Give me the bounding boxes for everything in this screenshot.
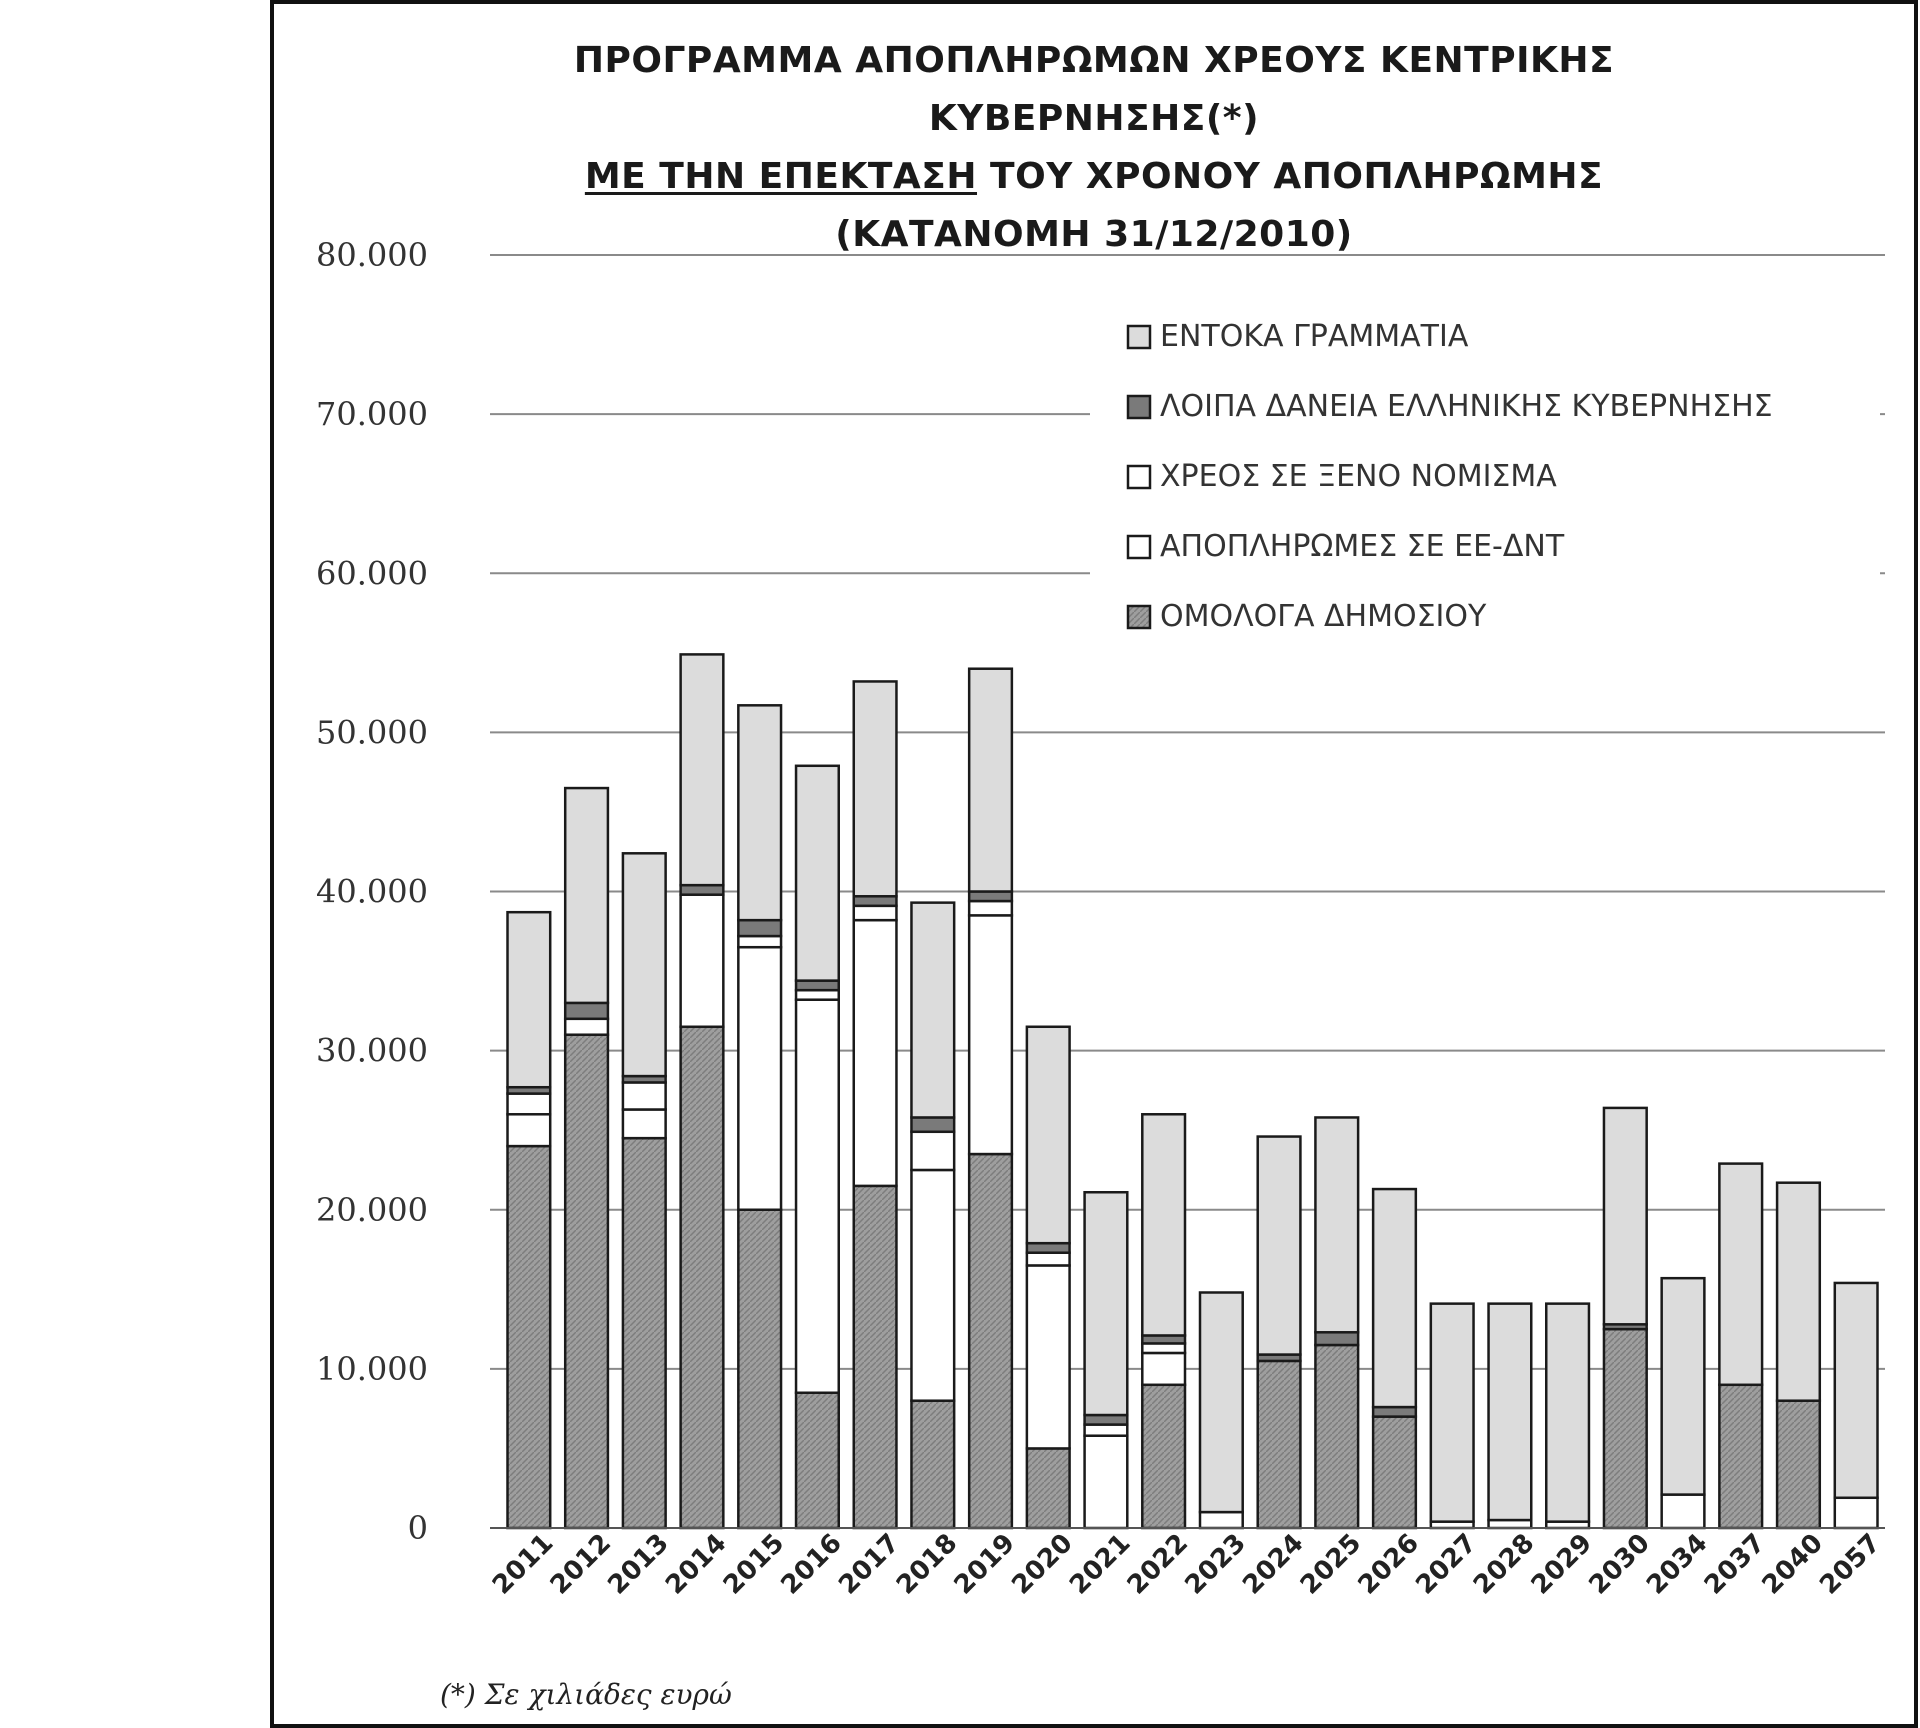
x-tick-label: 2019 xyxy=(948,1528,1022,1601)
bar-segment-xreos_xeno xyxy=(911,1132,954,1170)
legend-label: ΑΠΟΠΛΗΡΩΜΕΣ ΣΕ ΕΕ-ΔΝΤ xyxy=(1160,529,1565,564)
legend-label: ΛΟΙΠΑ ΔΑΝΕΙΑ ΕΛΛΗΝΙΚΗΣ ΚΥΒΕΡΝΗΣΗΣ xyxy=(1160,389,1773,424)
bar-segment-omologa xyxy=(1604,1329,1647,1528)
legend-swatch xyxy=(1128,466,1150,488)
legend-label: ΟΜΟΛΟΓΑ ΔΗΜΟΣΙΟΥ xyxy=(1160,599,1487,634)
bar-segment-entoka xyxy=(969,669,1012,892)
legend-swatch xyxy=(1128,326,1150,348)
bar-segment-omologa xyxy=(854,1186,897,1528)
legend-swatch xyxy=(1128,396,1150,418)
x-tick-label: 2057 xyxy=(1814,1528,1887,1601)
bar-segment-entoka xyxy=(1835,1283,1878,1498)
bar-segment-xreos_xeno xyxy=(1027,1253,1070,1266)
bar-segment-apopliromes xyxy=(623,1110,666,1139)
x-tick-label: 2034 xyxy=(1641,1528,1714,1601)
y-tick-label: 60.000 xyxy=(316,554,428,593)
bar-segment-entoka xyxy=(796,766,839,981)
bar-segment-loipa_daneia xyxy=(911,1117,954,1131)
x-tick-label: 2026 xyxy=(1352,1528,1426,1601)
legend-swatch xyxy=(1128,606,1150,628)
bar-segment-entoka xyxy=(1373,1189,1416,1407)
bar-segment-loipa_daneia xyxy=(1027,1243,1070,1253)
bar-segment-omologa xyxy=(1719,1385,1762,1528)
x-tick-label: 2021 xyxy=(1064,1528,1137,1601)
x-tick-label: 2017 xyxy=(833,1528,906,1601)
bar-segment-entoka xyxy=(623,853,666,1076)
bar-segment-xreos_xeno xyxy=(1085,1425,1128,1436)
bar-segment-apopliromes xyxy=(1662,1495,1705,1528)
bar-segment-omologa xyxy=(1373,1417,1416,1528)
bar-segment-loipa_daneia xyxy=(738,920,781,936)
bar-segment-apopliromes xyxy=(854,920,897,1186)
bar-segment-omologa xyxy=(911,1401,954,1528)
legend-label: ΧΡΕΟΣ ΣΕ ΞΕΝΟ ΝΟΜΙΣΜΑ xyxy=(1160,459,1557,494)
bar-segment-loipa_daneia xyxy=(969,892,1012,902)
chart-title-line-1: ΠΡΟΓΡΑΜΜΑ ΑΠΟΠΛΗΡΩΜΩΝ ΧΡΕΟΥΣ ΚΕΝΤΡΙΚΗΣ xyxy=(573,40,1615,81)
y-tick-label: 70.000 xyxy=(316,395,428,434)
bar-segment-apopliromes xyxy=(738,947,781,1210)
x-tick-label: 2040 xyxy=(1756,1528,1829,1601)
bar-segment-entoka xyxy=(1489,1304,1532,1520)
x-tick-label: 2011 xyxy=(487,1528,560,1601)
bar-segment-xreos_xeno xyxy=(623,1082,666,1109)
bar-segment-entoka xyxy=(738,705,781,920)
bar-segment-xreos_xeno xyxy=(969,901,1012,915)
x-tick-label: 2015 xyxy=(717,1528,791,1601)
bar-segment-entoka xyxy=(1546,1304,1589,1522)
bar-segment-entoka xyxy=(1200,1292,1243,1512)
bar-segment-entoka xyxy=(565,788,608,1003)
bar-segment-entoka xyxy=(1777,1183,1820,1401)
bar-segment-omologa xyxy=(1142,1385,1185,1528)
bar-segment-apopliromes xyxy=(1085,1436,1128,1528)
chart-title-rest: ΤΟΥ ΧΡΟΝΟΥ ΑΠΟΠΛΗΡΩΜΗΣ xyxy=(977,156,1604,197)
bar-segment-entoka xyxy=(854,681,897,896)
y-tick-label: 50.000 xyxy=(316,713,428,752)
bar-segment-xreos_xeno xyxy=(565,1019,608,1035)
legend-label: ΕΝΤΟΚΑ ΓΡΑΜΜΑΤΙΑ xyxy=(1160,319,1469,354)
y-tick-label: 80.000 xyxy=(316,236,428,274)
y-tick-label: 30.000 xyxy=(316,1031,428,1070)
bar-segment-loipa_daneia xyxy=(565,1003,608,1019)
bar-segment-apopliromes xyxy=(969,915,1012,1154)
bar-segment-loipa_daneia xyxy=(681,885,724,895)
bar-segment-entoka xyxy=(1662,1278,1705,1494)
bars-layer xyxy=(508,654,1878,1528)
bar-segment-entoka xyxy=(1604,1108,1647,1324)
chart-title-line-4: (ΚΑΤΑΝΟΜΗ 31/12/2010) xyxy=(835,214,1353,255)
bar-segment-apopliromes xyxy=(796,1000,839,1393)
x-tick-label: 2025 xyxy=(1294,1528,1368,1601)
y-tick-label: 0 xyxy=(407,1509,428,1547)
bar-segment-apopliromes xyxy=(911,1170,954,1401)
x-tick-label: 2013 xyxy=(602,1528,675,1601)
x-tick-label: 2018 xyxy=(890,1528,964,1601)
bar-segment-xreos_xeno xyxy=(854,906,897,920)
bar-segment-omologa xyxy=(508,1146,551,1528)
bar-segment-entoka xyxy=(508,912,551,1087)
bar-segment-omologa xyxy=(738,1210,781,1528)
chart-title-underlined: ΜΕ ΤΗΝ ΕΠΕΚΤΑΣΗ xyxy=(584,156,978,197)
bar-segment-omologa xyxy=(969,1154,1012,1528)
bar-segment-entoka xyxy=(1719,1164,1762,1385)
bar-segment-xreos_xeno xyxy=(1142,1343,1185,1353)
bar-segment-loipa_daneia xyxy=(854,896,897,906)
bar-segment-omologa xyxy=(565,1035,608,1528)
bar-segment-apopliromes xyxy=(1142,1353,1185,1385)
bar-segment-omologa xyxy=(623,1138,666,1528)
bar-segment-entoka xyxy=(911,903,954,1118)
bar-segment-entoka xyxy=(1085,1192,1128,1415)
bar-segment-entoka xyxy=(1431,1304,1474,1522)
footnote: (*) Σε χιλιάδες ευρώ xyxy=(440,1678,732,1711)
x-tick-label: 2022 xyxy=(1121,1528,1195,1601)
x-tick-label: 2029 xyxy=(1525,1528,1599,1601)
bar-segment-loipa_daneia xyxy=(796,981,839,991)
bar-segment-apopliromes xyxy=(1835,1498,1878,1528)
bar-segment-apopliromes xyxy=(1200,1512,1243,1528)
x-tick-label: 2016 xyxy=(775,1528,848,1601)
bar-segment-entoka xyxy=(1258,1137,1301,1355)
x-tick-label: 2027 xyxy=(1410,1528,1483,1601)
bar-segment-xreos_xeno xyxy=(738,936,781,947)
bar-segment-apopliromes xyxy=(1027,1265,1070,1448)
bar-segment-loipa_daneia xyxy=(1315,1332,1358,1345)
bar-segment-omologa xyxy=(681,1027,724,1528)
bar-segment-entoka xyxy=(681,654,724,885)
x-tick-label: 2037 xyxy=(1698,1528,1772,1601)
bar-segment-loipa_daneia xyxy=(1373,1407,1416,1417)
legend-layer xyxy=(1090,295,1880,655)
chart-title-line-2: ΚΥΒΕΡΝΗΣΗΣ(*) xyxy=(928,98,1260,139)
bar-segment-omologa xyxy=(796,1393,839,1528)
x-tick-label: 2030 xyxy=(1583,1528,1656,1601)
bar-segment-xreos_xeno xyxy=(796,990,839,1000)
bar-segment-omologa xyxy=(1027,1448,1070,1528)
bar-segment-apopliromes xyxy=(508,1114,551,1146)
legend-swatch xyxy=(1128,536,1150,558)
bar-segment-xreos_xeno xyxy=(508,1094,551,1115)
bar-segment-loipa_daneia xyxy=(1085,1415,1128,1425)
y-tick-label: 10.000 xyxy=(316,1349,428,1388)
y-tick-label: 20.000 xyxy=(316,1190,428,1229)
bar-segment-omologa xyxy=(1315,1345,1358,1528)
bar-segment-entoka xyxy=(1027,1027,1070,1243)
x-tick-label: 2023 xyxy=(1179,1528,1252,1601)
x-tick-label: 2014 xyxy=(660,1528,733,1601)
x-tick-label: 2020 xyxy=(1006,1528,1079,1601)
bar-segment-omologa xyxy=(1258,1361,1301,1528)
bar-segment-entoka xyxy=(1315,1117,1358,1332)
bar-segment-omologa xyxy=(1777,1401,1820,1528)
x-tick-label: 2024 xyxy=(1237,1528,1310,1601)
bar-segment-xreos_xeno xyxy=(681,895,724,1027)
y-tick-label: 40.000 xyxy=(316,872,428,911)
x-tick-label: 2012 xyxy=(544,1528,618,1601)
x-tick-label: 2028 xyxy=(1468,1528,1541,1601)
bar-segment-entoka xyxy=(1142,1114,1185,1335)
